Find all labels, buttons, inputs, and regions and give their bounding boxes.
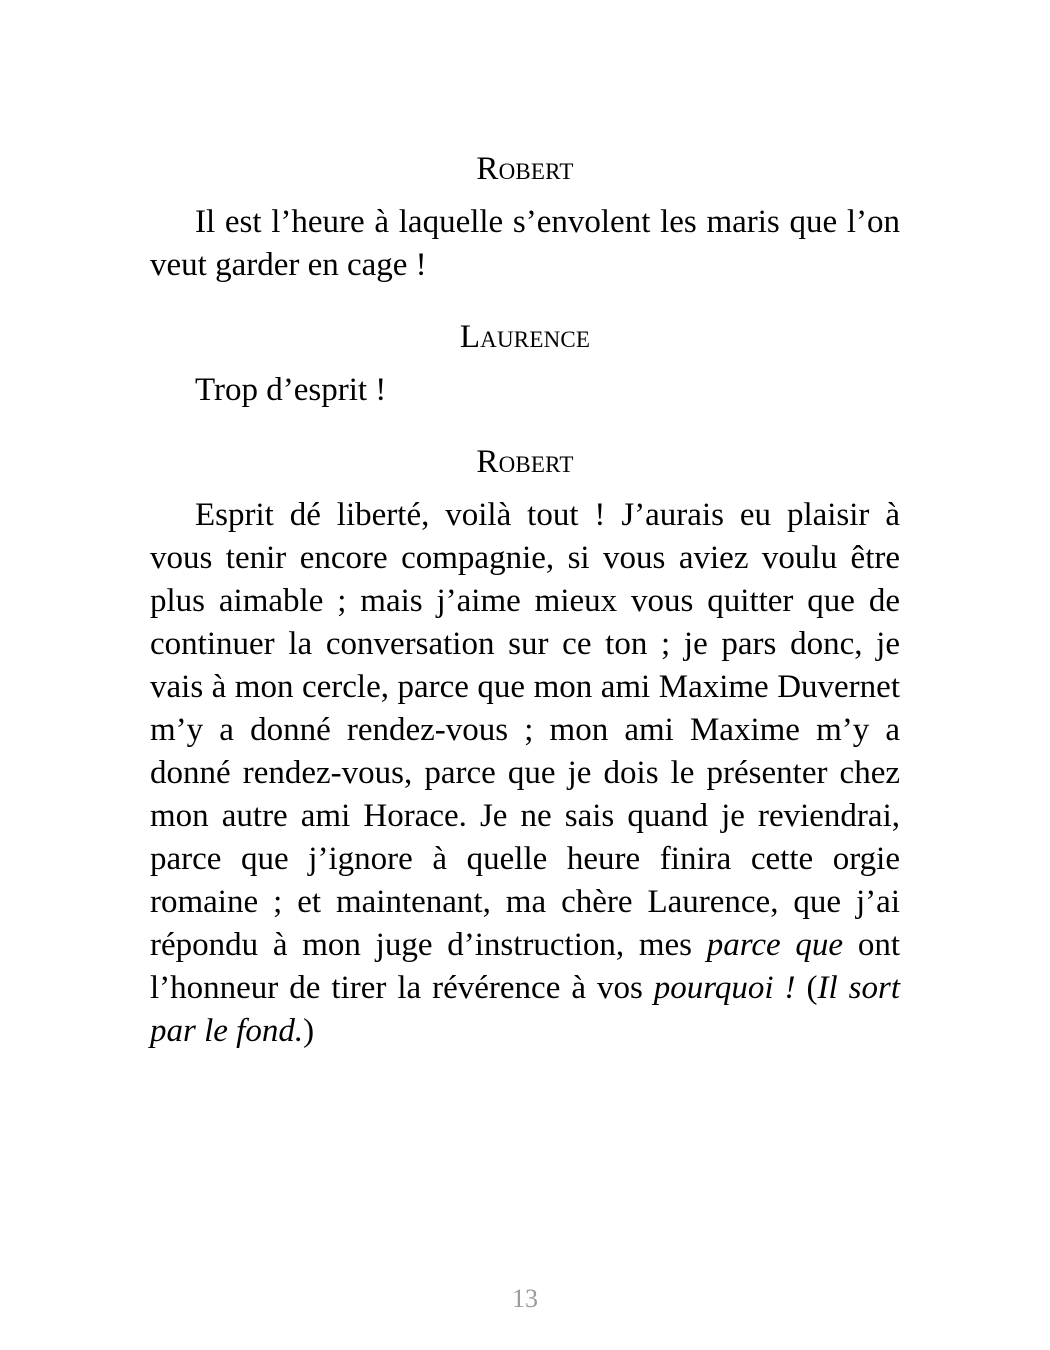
speaker-name: Robert <box>476 151 574 187</box>
speech-text: Trop d’esprit ! <box>195 372 387 408</box>
page-body <box>150 148 900 1053</box>
italic-emphasis: parce que <box>706 927 844 963</box>
stage-direction: Il sort par le fond. <box>150 970 901 1049</box>
speech-text: Esprit dé liberté, voilà tout ! J’aurais eu plaisir à vous tenir encore compagnie, si vous aviez voulu être plus aimable ; mais j’aime mieux vous quitter que de continuer la conversation sur ce ton ; je pars donc, je vais à mon cercle, parce que mon ami Maxime Duvernet m’y a donné rendez-vous ; mon ami Maxime m’y a donné rendez-vous, parce que je dois le présenter chez mon autre ami Horace. Je ne sais quand je reviendrai, parce que j’ignore à quelle heure finira cette orgie romaine ; et maintenant, ma chère Laurence, que j’ai répondu à mon juge d’instruction, mes parce que ont l’honneur de tirer la révérence à vos pourquoi ! (Il sort par le fond.) <box>150 497 901 1049</box>
italic-emphasis: pourquoi ! <box>653 970 796 1006</box>
speech-text: Il est l’heure à laquelle s’envolent les maris que l’on veut garder en cage ! <box>150 204 900 283</box>
page-number: 13 <box>512 1284 538 1313</box>
speaker-name: Laurence <box>459 319 591 355</box>
speaker-name: Robert <box>476 444 574 480</box>
